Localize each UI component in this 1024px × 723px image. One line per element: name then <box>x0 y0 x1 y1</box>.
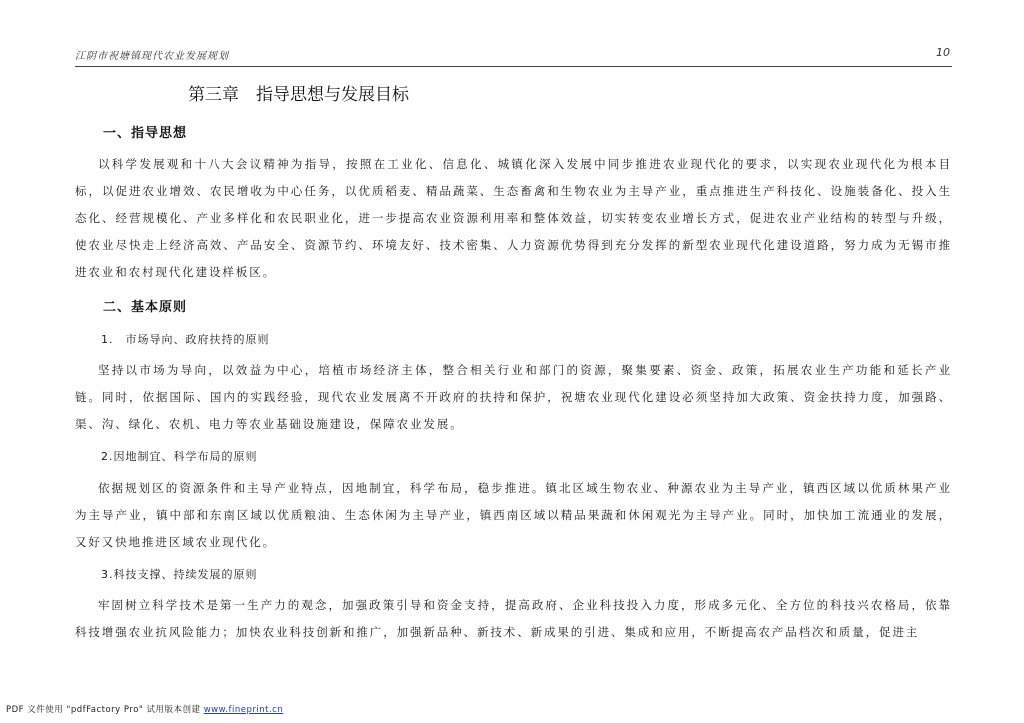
page-header <box>75 44 952 67</box>
paragraph-principle-3: 牢固树立科学技术是第一生产力的观念，加强政策引导和资金支持，提高政府、企业科技投入力度，形成多元化、全方位的科技兴农格局，依靠科技增强农业抗风险能力；加快农业科技创新和推广，加强新品种、新技术、新成果的引进、集成和应用，不断提高农产品档次和质量，促进主 <box>75 598 952 639</box>
principle-title-1: 1. 市场导向、政府扶持的原则 <box>101 333 270 346</box>
chapter-title: 第三章 指导思想与发展目标 <box>188 85 409 105</box>
footer-link[interactable]: www.fineprint.cn <box>203 705 284 715</box>
page-number: 10 <box>936 46 950 59</box>
pdf-footer <box>6 703 283 715</box>
section-heading-basic-principles: 二、基本原则 <box>103 300 188 315</box>
paragraph-principle-2: 依据规划区的资源条件和主导产业特点，因地制宜，科学布局，稳步推进。镇北区域生物农业、种源农业为主导产业，镇西区域以优质林果产业为主导产业，镇中部和东南区域以优质粮油、生态休闲为主导产业，镇西南区域以精品果蔬和休闲观光为主导产业。同时，加快加工流通业的发展，又好又快地推进区域农业现代化。 <box>75 481 952 549</box>
principle-title-2: 2.因地制宜、科学布局的原则 <box>101 450 258 463</box>
principle-title-3: 3.科技支撑、持续发展的原则 <box>101 568 258 581</box>
paragraph-guiding-ideology: 以科学发展观和十八大会议精神为指导，按照在工业化、信息化、城镇化深入发展中同步推进农业现代化的要求，以实现农业现代化为根本目标，以促进农业增效、农民增收为中心任务，以优质稻麦、精品蔬菜、生态畜禽和生物农业为主导产业，重点推进生产科技化、设施装备化、投入生态化、经营规模化、产业多样化和农民职业化，进一步提高农业资源利用率和整体效益，切实转变农业增长方式，促进农业产业结构的转型与升级，使农业尽快走上经济高效、产品安全、资源节约、环境友好、技术密集、人力资源优势得到充分发挥的新型农业现代化建设道路，努力成为无锡市推进农业和农村现代化建设样板区。 <box>75 157 952 279</box>
document-title: 江阴市祝塘镇现代农业发展规划 <box>75 51 229 62</box>
footer-text: PDF 文件使用 "pdfFactory Pro" 试用版本创建 <box>6 705 201 715</box>
section-heading-guiding-ideology: 一、指导思想 <box>103 126 188 141</box>
paragraph-principle-1: 坚持以市场为导向，以效益为中心，培植市场经济主体，整合相关行业和部门的资源，聚集要素、资金、政策，拓展农业生产功能和延长产业链。同时，依据国际、国内的实践经验，现代农业发展离不开政府的扶持和保护，祝塘农业现代化建设必须坚持加大政策、资金扶持力度，加强路、渠、沟、绿化、农机、电力等农业基础设施建设，保障农业发展。 <box>75 363 952 431</box>
